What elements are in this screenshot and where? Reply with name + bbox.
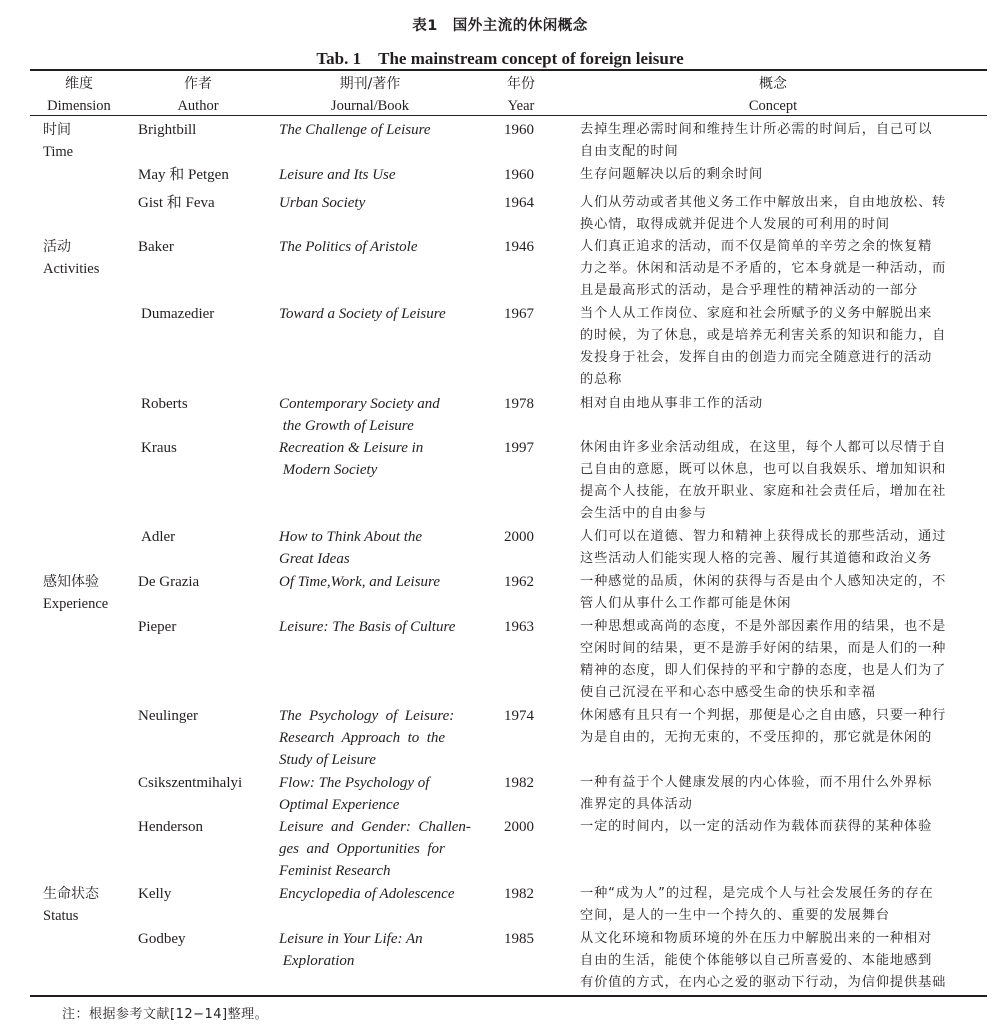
row-concept-line: 一种“成为人”的过程，是完成个人与社会发展任务的存在 [580, 886, 934, 901]
row-year: 1960 [504, 122, 534, 138]
row-author: Kraus [141, 440, 177, 456]
row-concept-line: 换心情，取得成就并促进个人发展的可利用的时间 [580, 217, 890, 232]
row-journal-line: Leisure and Gender: Challen- [279, 819, 471, 835]
row-author: May 和 Petgen [138, 167, 229, 183]
row-concept-line: 一种有益于个人健康发展的内心体验，而不用什么外界标 [580, 775, 933, 790]
row-concept [580, 236, 985, 302]
row-author: Godbey [138, 931, 186, 947]
row-year: 1964 [504, 195, 534, 211]
row-journal-line: Exploration [279, 953, 355, 969]
header-concept [723, 73, 823, 117]
row-concept-line: 自由的生活，能使个体能够以自己所喜爱的、本能地感到 [580, 953, 933, 968]
row-concept [580, 705, 985, 749]
table-title-en: Tab. 1 The mainstream concept of foreign leisure [316, 49, 684, 68]
header-dimension [36, 73, 122, 117]
row-year: 2000 [504, 819, 534, 835]
row-concept-line: 有价值的方式，在内心之爱的驱动下行动，为信仰提供基础 [580, 975, 947, 990]
row-year: 1967 [504, 306, 534, 322]
row-journal-line: Feminist Research [279, 863, 391, 879]
row-concept-line: 的时候，为了休息，或是培养无利害关系的知识和能力，自 [580, 328, 947, 343]
row-journal-line: Optimal Experience [279, 797, 400, 813]
row-concept-line: 为是自由的，无拘无束的，不受压抑的，那它就是休闲的 [580, 730, 933, 745]
dimension-experience [43, 571, 108, 615]
row-journal [279, 571, 474, 593]
row-concept [580, 437, 985, 525]
row-author: Adler [141, 529, 176, 545]
dimension-status [43, 883, 99, 927]
row-journal-line: The Challenge of Leisure [279, 122, 431, 138]
row-author: Neulinger [138, 708, 198, 724]
row-concept [580, 192, 985, 236]
row-journal-line: Leisure in Your Life: An [279, 931, 423, 947]
row-journal [279, 236, 474, 258]
row-concept [580, 164, 985, 186]
row-concept-line: 且是最高形式的活动，是合乎理性的精神活动的一部分 [580, 283, 919, 298]
row-author: De Grazia [138, 574, 200, 590]
table-bottom-rule [30, 995, 987, 997]
row-journal-line: Leisure: The Basis of Culture [279, 619, 456, 635]
row-concept [580, 571, 985, 615]
row-journal-line: Great Ideas [279, 551, 350, 567]
row-concept-line: 人们真正追求的活动，而不仅是简单的辛劳之余的恢复精 [580, 239, 933, 254]
dimension-time-cn: 时间 [43, 122, 71, 138]
row-journal [279, 437, 474, 481]
row-concept [580, 928, 985, 994]
row-journal [279, 192, 474, 214]
row-journal [279, 393, 474, 437]
row-year: 1982 [504, 886, 534, 902]
row-concept [580, 772, 985, 816]
row-concept-line: 精神的态度，即人们保持的平和宁静的态度，也是人们为了 [580, 663, 947, 678]
header-dimension-en: Dimension [47, 98, 111, 114]
dimension-time-en: Time [43, 144, 74, 160]
row-journal [279, 705, 474, 771]
row-concept-line: 相对自由地从事非工作的活动 [580, 396, 764, 411]
row-year: 1997 [504, 440, 534, 456]
row-journal [279, 883, 474, 905]
row-concept [580, 616, 985, 704]
header-concept-cn: 概念 [759, 76, 787, 92]
row-concept [580, 526, 985, 570]
header-author [160, 73, 236, 117]
header-author-cn: 作者 [184, 76, 212, 92]
row-journal-line: The Politics of Aristole [279, 239, 418, 255]
row-journal-line: Contemporary Society and [279, 396, 440, 412]
row-journal-line: Of Time,Work, and Leisure [279, 574, 440, 590]
row-journal [279, 616, 474, 638]
row-year: 1978 [504, 396, 534, 412]
row-author: Roberts [141, 396, 188, 412]
row-author: Brightbill [138, 122, 197, 138]
header-dimension-cn: 维度 [65, 76, 93, 92]
header-journal [310, 73, 430, 117]
row-journal [279, 164, 474, 186]
dimension-activities-cn: 活动 [43, 239, 71, 255]
row-concept-line: 一种感觉的品质，休闲的获得与否是由个人感知决定的，不 [580, 574, 947, 589]
row-concept-line: 的总称 [580, 372, 623, 387]
row-journal [279, 772, 474, 816]
row-year: 1960 [504, 167, 534, 183]
row-year: 1962 [504, 574, 534, 590]
row-journal [279, 119, 474, 141]
row-concept-line: 会生活中的自由参与 [580, 506, 707, 521]
dimension-time [43, 119, 73, 163]
row-concept-line: 当个人从工作岗位、家庭和社会所赋予的义务中解脱出来 [580, 306, 933, 321]
row-concept-line: 自由支配的时间 [580, 144, 679, 159]
row-author: Kelly [138, 886, 172, 902]
header-year-cn: 年份 [507, 76, 535, 92]
row-journal-line: Modern Society [279, 462, 378, 478]
row-author: Baker [138, 239, 174, 255]
row-concept-line: 这些活动人们能实现人格的完善、履行其道德和政治义务 [580, 551, 933, 566]
header-journal-cn: 期刊/著作 [339, 76, 401, 92]
header-concept-en: Concept [748, 98, 798, 114]
row-concept-line: 一定的时间内，以一定的活动作为载体而获得的某种体验 [580, 819, 933, 834]
table-top-rule [30, 69, 987, 71]
dimension-activities [43, 236, 99, 280]
row-author: Dumazedier [141, 306, 215, 322]
row-author: Pieper [138, 619, 177, 635]
row-journal [279, 526, 474, 570]
row-concept-line: 提高个人技能，在放开职业、家庭和社会责任后，增加在社 [580, 484, 947, 499]
row-concept-line: 从文化环境和物质环境的外在压力中解脱出来的一种相对 [580, 931, 933, 946]
row-journal-line: Leisure and Its Use [279, 167, 396, 183]
row-year: 2000 [504, 529, 534, 545]
row-author: Henderson [138, 819, 203, 835]
row-concept-line: 生存问题解决以后的剩余时间 [580, 167, 764, 182]
row-journal [279, 928, 474, 972]
row-journal-line: Recreation & Leisure in [279, 440, 424, 456]
header-year [496, 73, 546, 117]
dimension-status-en: Status [43, 908, 79, 924]
row-author: Gist 和 Feva [138, 195, 215, 211]
row-journal-line: Flow: The Psychology of [279, 775, 430, 791]
row-journal-line: Toward a Society of Leisure [279, 306, 446, 322]
row-concept-line: 力之举。休闲和活动是不矛盾的，它本身就是一种活动，而 [580, 261, 947, 276]
row-concept-line: 去掉生理必需时间和维持生计所必需的时间后，自己可以 [580, 122, 933, 137]
row-journal-line: Research Approach to the [279, 730, 446, 746]
row-concept-line: 人们可以在道德、智力和精神上获得成长的那些活动，通过 [580, 529, 947, 544]
row-year: 1963 [504, 619, 534, 635]
row-concept-line: 休闲由许多业余活动组成，在这里，每个人都可以尽情于自 [580, 440, 947, 455]
dimension-status-cn: 生命状态 [43, 886, 99, 902]
header-year-en: Year [507, 98, 535, 114]
row-journal-line: The Psychology of Leisure: [279, 708, 455, 724]
row-concept-line: 管人们从事什么工作都可能是休闲 [580, 596, 792, 611]
table-title-cn: 表1 国外主流的休闲概念 [412, 18, 588, 34]
row-concept [580, 816, 985, 838]
dimension-activities-en: Activities [43, 261, 100, 277]
header-journal-en: Journal/Book [330, 98, 410, 114]
row-year: 1946 [504, 239, 534, 255]
row-concept-line: 己自由的意愿，既可以休息，也可以自我娱乐、增加知识和 [580, 462, 947, 477]
row-concept-line: 空闲时间的结果，更不是游手好闲的结果，而是人们的一种 [580, 641, 947, 656]
row-year: 1974 [504, 708, 534, 724]
row-concept-line: 空间，是人的一生中一个持久的、重要的发展舞台 [580, 908, 890, 923]
row-concept [580, 393, 985, 415]
row-journal-line: Urban Society [279, 195, 366, 211]
row-concept-line: 休闲感有且只有一个判据，那便是心之自由感，只要一种行 [580, 708, 947, 723]
dimension-experience-cn: 感知体验 [43, 574, 99, 590]
row-year: 1985 [504, 931, 534, 947]
row-concept-line: 使自己沉浸在平和心态中感受生命的快乐和幸福 [580, 685, 876, 700]
row-journal-line: Study of Leisure [279, 752, 376, 768]
row-concept [580, 883, 985, 927]
row-journal-line: How to Think About the [279, 529, 423, 545]
header-author-en: Author [177, 98, 219, 114]
row-concept-line: 一种思想或高尚的态度，不是外部因素作用的结果，也不是 [580, 619, 947, 634]
row-concept-line: 人们从劳动或者其他义务工作中解放出来，自由地放松、转 [580, 195, 947, 210]
row-concept-line: 发投身于社会，发挥自由的创造力而完全随意进行的活动 [580, 350, 933, 365]
row-journal-line: Encyclopedia of Adolescence [279, 886, 455, 902]
row-journal [279, 303, 474, 325]
row-concept-line: 准界定的具体活动 [580, 797, 693, 812]
row-concept [580, 303, 985, 391]
table-note: 注：根据参考文献[12−14]整理。 [62, 1007, 269, 1022]
row-author: Csikszentmihalyi [138, 775, 243, 791]
row-journal [279, 816, 474, 882]
row-concept [580, 119, 985, 163]
row-journal-line: the Growth of Leisure [279, 418, 414, 434]
dimension-experience-en: Experience [43, 596, 109, 612]
row-journal-line: ges and Opportunities for [279, 841, 445, 857]
row-year: 1982 [504, 775, 534, 791]
